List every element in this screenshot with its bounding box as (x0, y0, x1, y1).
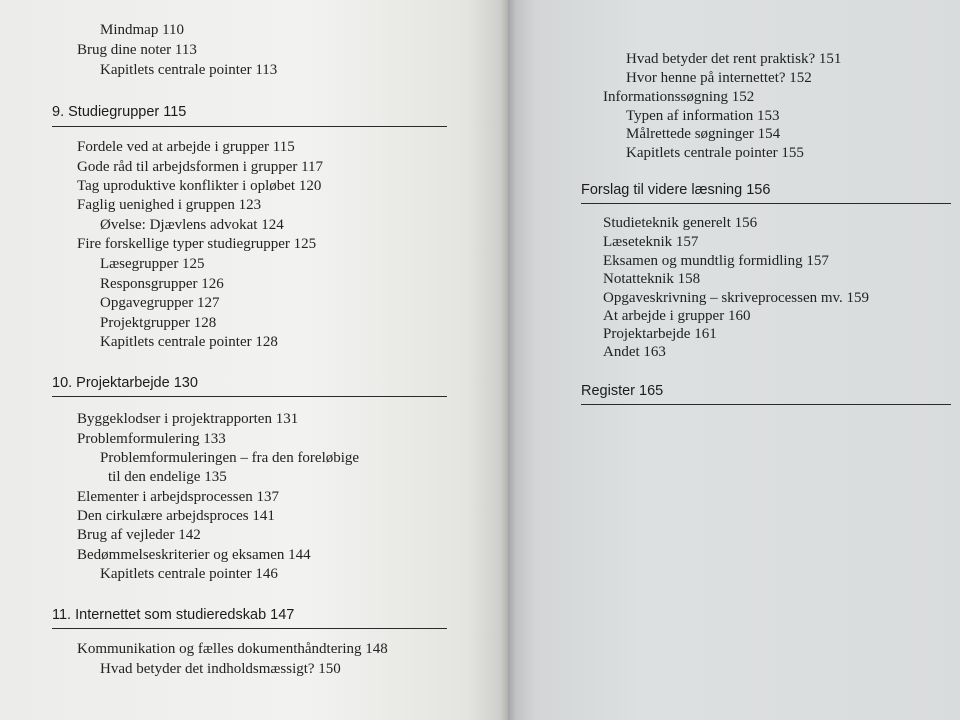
toc-entry: Opgavegrupper 127 (100, 295, 220, 311)
toc-entry: Den cirkulære arbejdsproces 141 (77, 508, 275, 524)
toc-entry: Hvad betyder det rent praktisk? 151 (626, 51, 842, 67)
toc-entry: Tag uproduktive konflikter i opløbet 120 (77, 178, 322, 194)
toc-entry: Typen af information 153 (626, 108, 780, 124)
toc-entry: Notatteknik 158 (603, 271, 701, 287)
toc-entry: Andet 163 (603, 344, 666, 360)
toc-entry: Faglig uenighed i gruppen 123 (77, 197, 262, 213)
chapter-rule (52, 126, 447, 127)
right-page (508, 0, 960, 720)
toc-entry: Elementer i arbejdsprocessen 137 (77, 489, 280, 505)
section-rule (581, 203, 951, 204)
toc-entry: Studieteknik generelt 156 (603, 215, 758, 231)
chapter-rule (52, 396, 447, 397)
toc-entry: Øvelse: Djævlens advokat 124 (100, 217, 284, 233)
toc-entry: Eksamen og mundtlig formidling 157 (603, 253, 829, 269)
toc-entry: Problemformuleringen – fra den foreløbige (100, 450, 360, 466)
toc-entry: Hvor henne på internettet? 152 (626, 70, 812, 86)
toc-entry: Responsgrupper 126 (100, 276, 224, 292)
toc-entry: Projektarbejde 161 (603, 326, 717, 342)
toc-entry: Opgaveskrivning – skriveprocessen mv. 159 (603, 290, 870, 306)
toc-entry: Kapitlets centrale pointer 155 (626, 145, 804, 161)
toc-entry: til den endelige 135 (108, 469, 227, 485)
toc-entry: Informationssøgning 152 (603, 89, 755, 105)
toc-entry: Kapitlets centrale pointer 146 (100, 566, 278, 582)
toc-entry: Brug dine noter 113 (77, 42, 197, 58)
chapter-heading-11: 11. Internettet som studieredskab 147 (52, 607, 295, 623)
toc-entry: Fire forskellige typer studiegrupper 125 (77, 236, 317, 252)
toc-entry: Byggeklodser i projektrapporten 131 (77, 411, 299, 427)
toc-entry: Gode råd til arbejdsformen i grupper 117 (77, 159, 324, 175)
toc-entry: Hvad betyder det indholdsmæssigt? 150 (100, 661, 341, 677)
chapter-rule (52, 628, 447, 629)
further-reading-heading: Forslag til videre læsning 156 (581, 182, 771, 198)
toc-entry: Læseteknik 157 (603, 234, 699, 250)
chapter-heading-9: 9. Studiegrupper 115 (52, 104, 187, 120)
toc-entry: Mindmap 110 (100, 22, 185, 38)
toc-entry: Kapitlets centrale pointer 128 (100, 334, 278, 350)
toc-entry: Kapitlets centrale pointer 113 (100, 62, 278, 78)
chapter-heading-10: 10. Projektarbejde 130 (52, 375, 198, 391)
toc-entry: Bedømmelseskriterier og eksamen 144 (77, 547, 311, 563)
toc-entry: Problemformulering 133 (77, 431, 226, 447)
toc-entry: Projektgrupper 128 (100, 315, 217, 331)
toc-entry: Brug af vejleder 142 (77, 527, 201, 543)
register-heading: Register 165 (581, 383, 664, 399)
section-rule (581, 404, 951, 405)
toc-entry: Målrettede søgninger 154 (626, 126, 781, 142)
toc-entry: At arbejde i grupper 160 (603, 308, 751, 324)
toc-entry: Kommunikation og fælles dokumenthåndtering 148 (77, 641, 388, 657)
toc-entry: Fordele ved at arbejde i grupper 115 (77, 139, 295, 155)
toc-entry: Læsegrupper 125 (100, 256, 205, 272)
book-gutter-shadow (500, 0, 516, 720)
